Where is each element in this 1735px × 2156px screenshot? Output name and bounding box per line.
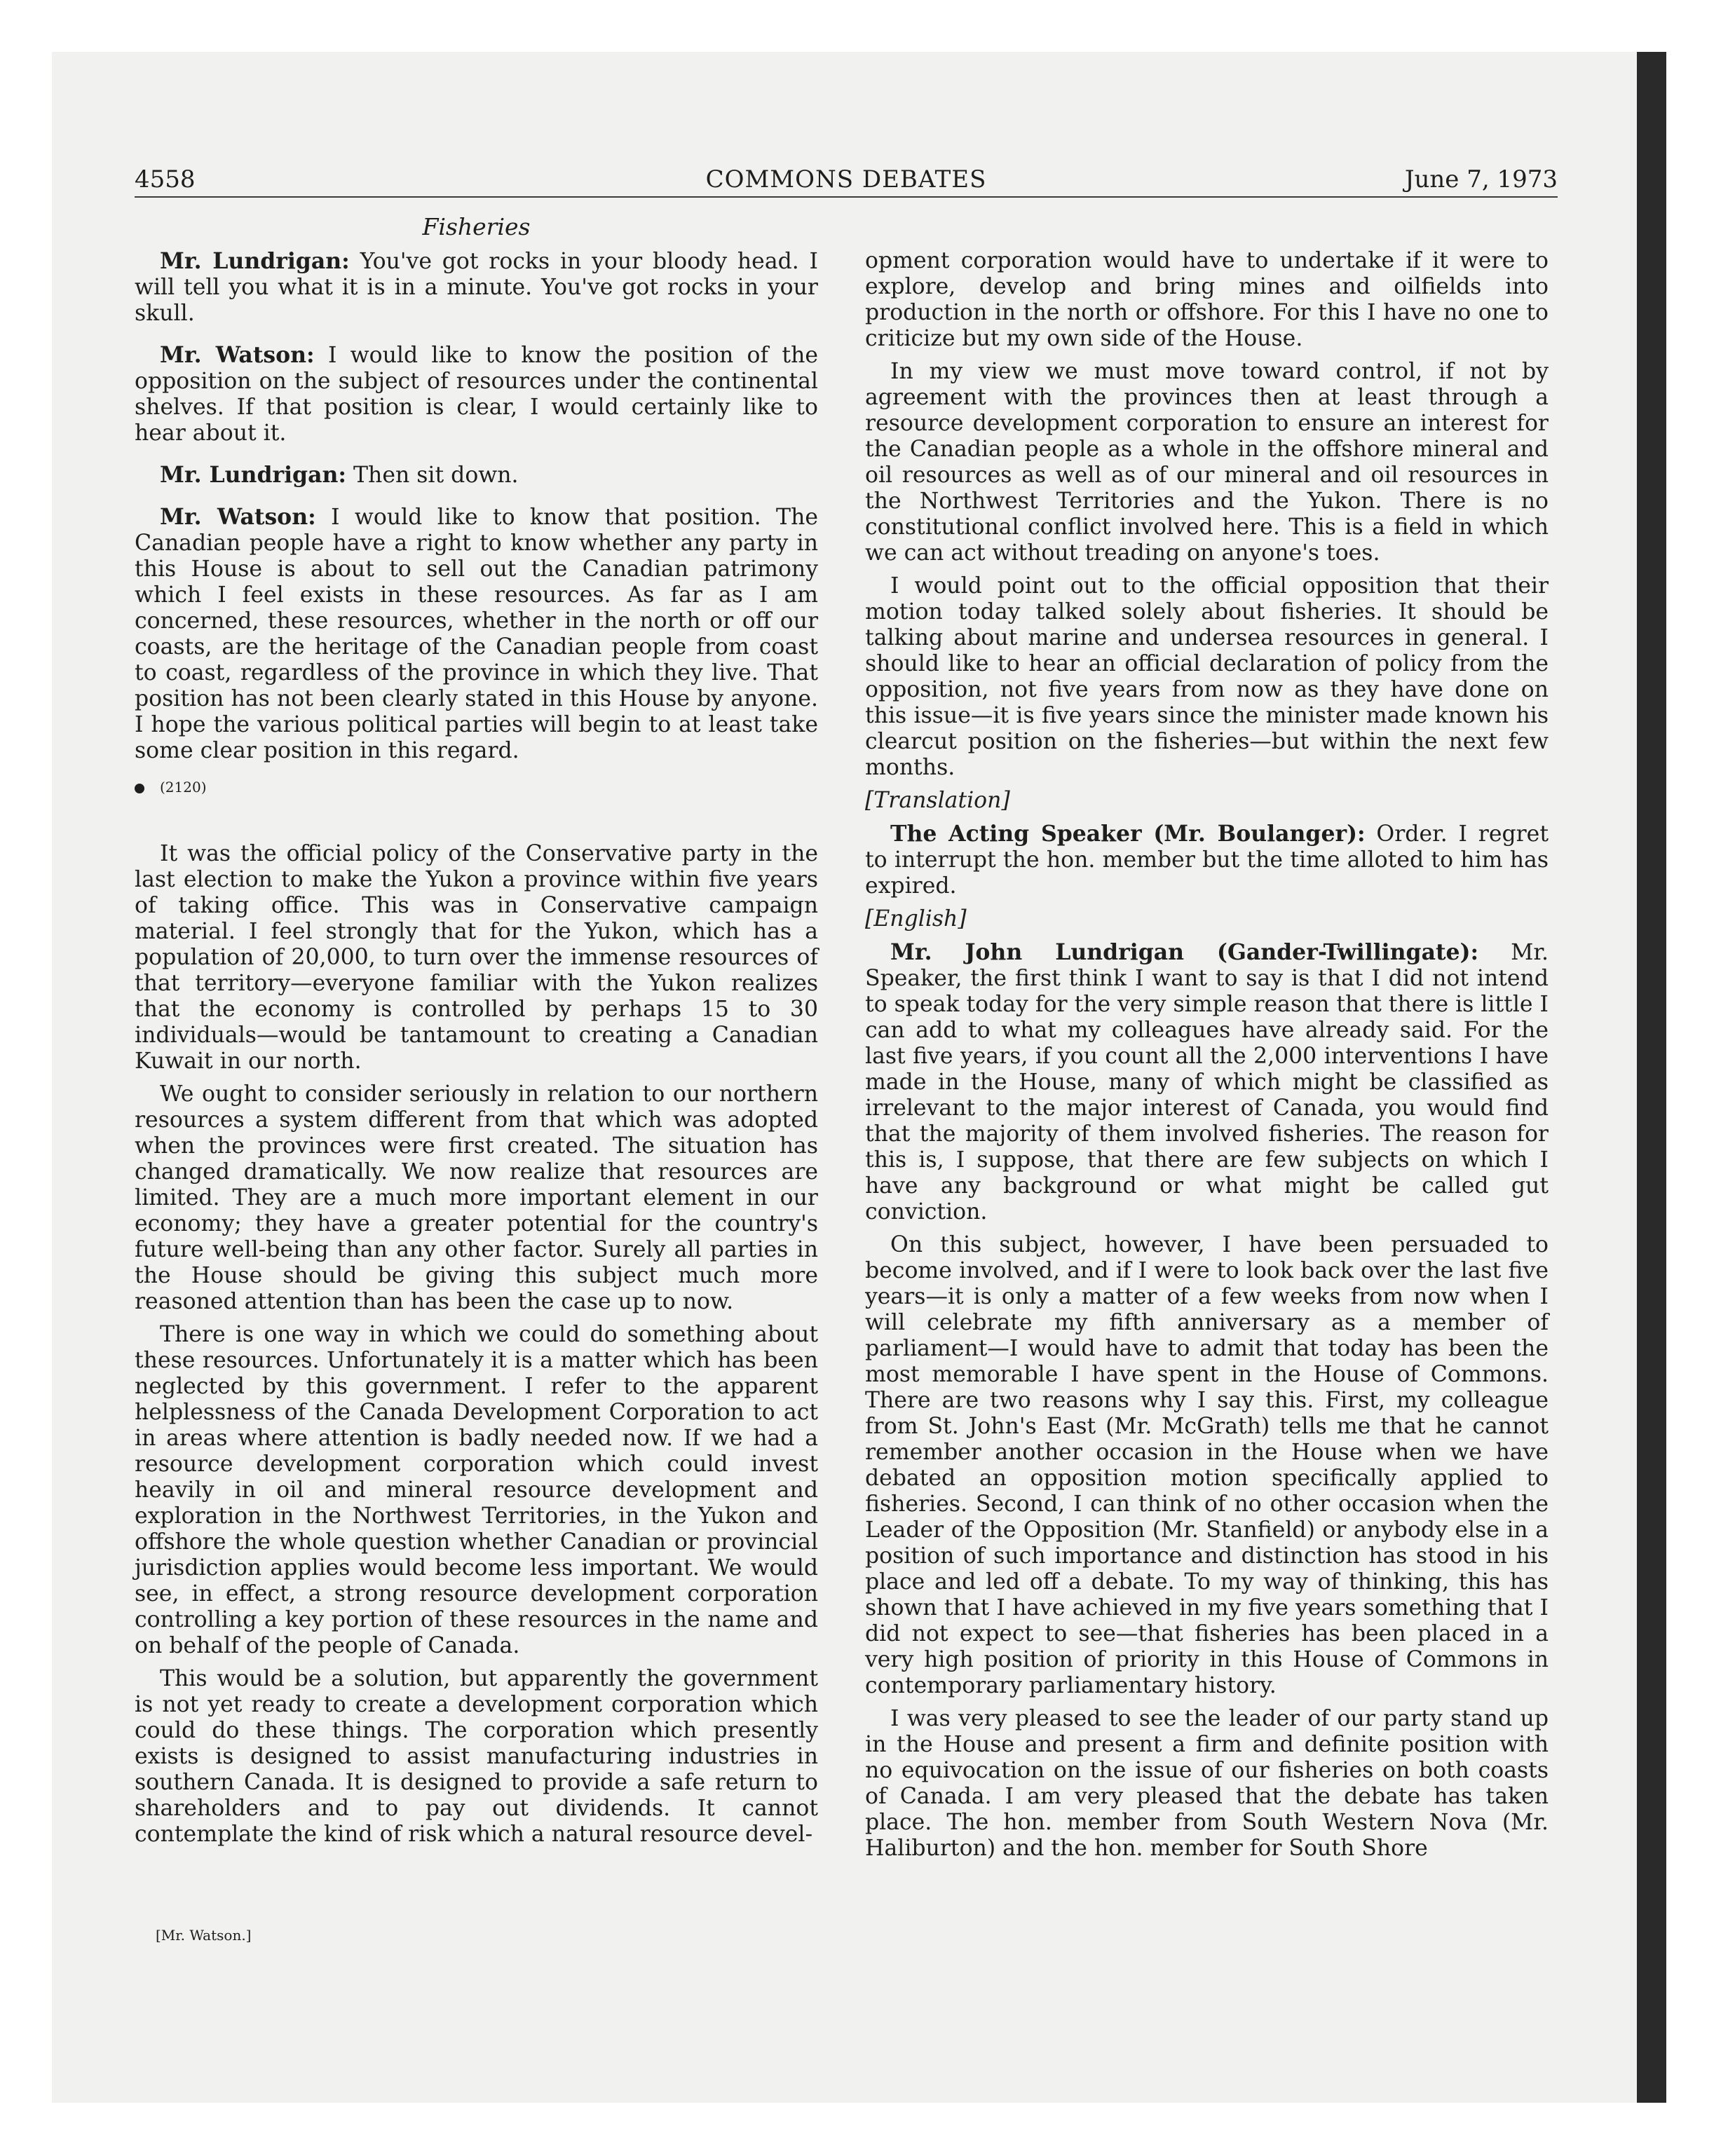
speaker-name: Mr. Watson: bbox=[160, 504, 316, 530]
speech-text: Then sit down. bbox=[353, 463, 519, 488]
speaker-name: Mr. Lundrigan: bbox=[160, 462, 347, 488]
paragraph: opment corporation would have to undertake if it were to explore, develop and bring mines and oilfields into production in the north or offshore. For this I have no one to criticize but my own side of the House. bbox=[865, 248, 1549, 351]
section-title: Fisheries bbox=[422, 213, 531, 240]
paragraph: I would point out to the official opposition that their motion today talked solely about fisheries. It should be talking about marine and undersea resources in general. I should like to hear an official declaration of policy from the opposition, not five years from now as they have done on this issue—it is five years since the minister made known his clearcut position on the fisheries—but within the next few months. bbox=[865, 573, 1549, 780]
paragraph: There is one way in which we could do something about these resources. Unfortunately it is a matter which has been neglected by this government. I refer to the apparent helplessness of the Canada Development Corporation to act in areas where attention is badly needed now. If we had a resource development corporation which could invest heavily in oil and mineral resource development and exploration in the Northwest Territories, in the Yukon and offshore the whole question whether Canadian or provincial jurisdiction applies would become less important. We would see, in effect, a strong resource development corporation controlling a key portion of these resources in the name and on behalf of the people of Canada. bbox=[135, 1322, 818, 1658]
paragraph bbox=[135, 342, 818, 446]
paragraph: It was the official policy of the Conservative party in the last election to make the Yukon a province within five years of taking office. This was in Conservative campaign material. I feel strongly that for the Yukon, which has a population of 20,000, to turn over the immense resources of that territory—everyone familiar with the Yukon realizes that the economy is controlled by perhaps 15 to 30 individuals—would be tantamount to creating a Canadian Kuwait in our north. bbox=[135, 841, 818, 1074]
english-label: [English] bbox=[865, 906, 967, 932]
running-head bbox=[135, 163, 1558, 196]
paragraph bbox=[135, 462, 818, 489]
journal-title: COMMONS DEBATES bbox=[705, 165, 987, 193]
speaker-name: The Acting Speaker (Mr. Boulanger): bbox=[890, 821, 1366, 847]
header-rule bbox=[135, 196, 1558, 198]
right-column bbox=[865, 248, 1549, 1869]
time-marker bbox=[135, 777, 818, 798]
translation-label: [Translation] bbox=[865, 788, 1010, 813]
paragraph bbox=[865, 821, 1549, 899]
issue-date: June 7, 1973 bbox=[1404, 165, 1558, 193]
speaker-footer-reference: [Mr. Watson.] bbox=[156, 1927, 252, 1944]
paragraph bbox=[135, 248, 818, 327]
left-column bbox=[135, 248, 818, 1855]
speech-text: Mr. Speaker, the first think I want to say is that I did not intend to speak today for the very simple reason that there is little I can add to what my colleagues have already said. For the last five years, if you count all the 2,000 interventions I have made in the House, many of which might be classified as irrelevant to the major interest of Canada, you would find that the majority of them involved fisheries. The reason for this is, I suppose, that there are few subjects on which I have any background or what might be called gut conviction. bbox=[865, 940, 1549, 1224]
paragraph: This would be a solution, but apparently the government is not yet ready to create a development corporation which could do these things. The corporation which presently exists is designed to assist manufacturing industries in southern Canada. It is designed to provide a safe return to shareholders and to pay out dividends. It cannot contemplate the kind of risk which a natural resource devel- bbox=[135, 1666, 818, 1847]
time-marker-text: (2120) bbox=[160, 779, 207, 796]
paragraph: I was very pleased to see the leader of our party stand up in the House and present a firm and definite position with no equivocation on the issue of our fisheries on both coasts of Canada. I am very pleased that the debate has taken place. The hon. member from South Western Nova (Mr. Haliburton) and the hon. member for South Shore bbox=[865, 1706, 1549, 1861]
speech-text: I would like to know the position of the opposition on the subject of resources under the continental shelves. If that position is clear, I would certainly like to hear about it. bbox=[135, 343, 818, 446]
speaker-name: Mr. John Lundrigan (Gander-Twillingate): bbox=[890, 939, 1479, 965]
paragraph bbox=[135, 504, 818, 764]
speaker-name: Mr. Watson: bbox=[160, 342, 315, 368]
binding-edge bbox=[1637, 52, 1666, 2103]
page-number: 4558 bbox=[135, 165, 196, 193]
paragraph bbox=[865, 939, 1549, 1225]
paragraph: In my view we must move toward control, if not by agreement with the provinces then at least through a resource development corporation to ensure an interest for the Canadian people as a whole in the offshore mineral and oil resources as well as of our mineral and oil resources in the Northwest Territories and the Yukon. There is no constitutional conflict involved here. This is a field in which we can act without treading on anyone's toes. bbox=[865, 359, 1549, 566]
english-label-text: English bbox=[873, 906, 958, 932]
paragraph: We ought to consider seriously in relation to our northern resources a system different from that which was adopted when the provinces were first created. The situation has changed dramatically. We now realize that resources are limited. They are a much more important element in our economy; they have a greater potential for the country's future well-being than any other factor. Surely all parties in the House should be giving this subject much more reasoned attention than has been the case up to now. bbox=[135, 1082, 818, 1314]
paragraph: On this subject, however, I have been persuaded to become involved, and if I were to look back over the last five years—it is only a matter of a few weeks from now when I will celebrate my fifth anniversary as a member of parliament—I would have to admit that today has been the most memorable I have spent in the House of Commons. There are two reasons why I say this. First, my colleague from St. John's East (Mr. McGrath) tells me that he cannot remember another occasion in the House when we have debated an opposition motion specifically applied to fisheries. Second, I can think of no other occasion when the Leader of the Opposition (Mr. Stanfield) or anybody else in a position of such importance and distinction has stood in his place and led off a debate. To my way of thinking, this has shown that I have achieved in my five years something that I did not expect to see—that fisheries has been placed in a very high position of priority in this House of Commons in contemporary parliamentary history. bbox=[865, 1232, 1549, 1698]
bullet-icon bbox=[135, 784, 144, 793]
speech-text: I would like to know that position. The Canadian people have a right to know whether any party in this House is about to sell out the Canadian patrimony which I feel exists in these resources. As far as I am concerned, these resources, whether in the north or off our coasts, are the heritage of the Canadian people from coast to coast, regardless of the province in which they live. That position has not been clearly stated in this House by anyone. I hope the various political parties will begin to at least take some clear position in this regard. bbox=[135, 505, 818, 763]
speech-text: You've got rocks in your bloody head. I will tell you what it is in a minute. You've got rocks in your skull. bbox=[135, 249, 818, 326]
speech-text: Order. I regret to interrupt the hon. member but the time alloted to him has expired. bbox=[865, 821, 1549, 899]
speaker-name: Mr. Lundrigan: bbox=[160, 248, 350, 274]
translation-label-text: Translation bbox=[873, 788, 1002, 813]
